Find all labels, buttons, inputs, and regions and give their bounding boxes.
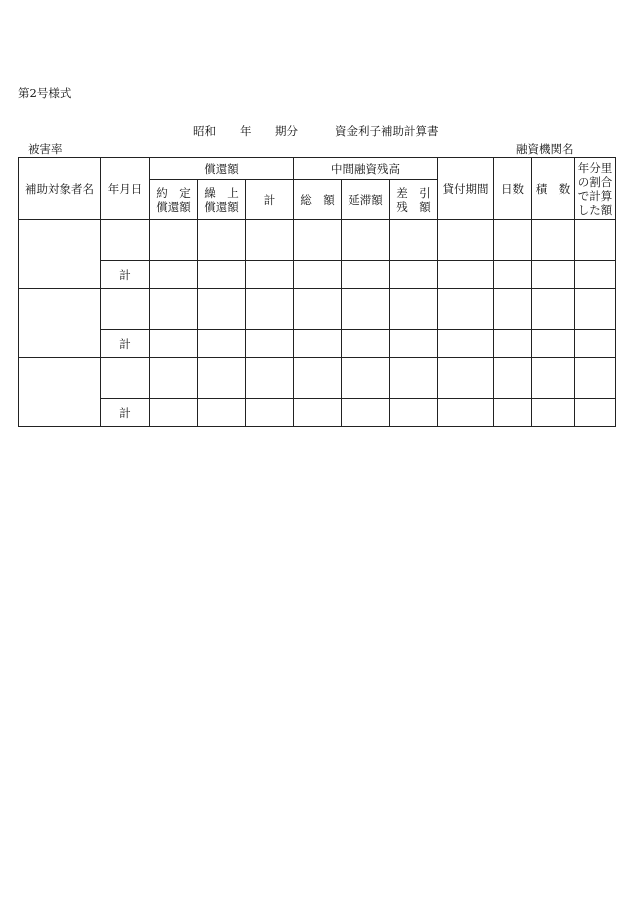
header-days: 日数 — [494, 158, 532, 220]
header-date: 年月日 — [101, 158, 150, 220]
entry-cell[interactable] — [342, 289, 390, 330]
subject-cell-2[interactable] — [19, 289, 101, 358]
total-cell[interactable] — [390, 399, 438, 427]
entry-cell[interactable] — [532, 358, 575, 399]
entry-cell[interactable] — [246, 220, 294, 261]
total-cell[interactable] — [575, 399, 616, 427]
total-cell[interactable] — [438, 261, 494, 289]
header-annual-line-1: 年分里 — [577, 160, 613, 175]
entry-cell[interactable] — [390, 220, 438, 261]
subject-cell-1[interactable] — [19, 220, 101, 289]
calculation-table — [18, 157, 616, 427]
entry-cell[interactable] — [342, 358, 390, 399]
header-contract-line-2: 償還額 — [156, 199, 191, 214]
header-contract-repayment — [150, 180, 198, 220]
date-cell[interactable] — [101, 358, 150, 399]
document-title: 資金利子補助計算書 — [335, 124, 439, 138]
header-interim-balance: 中間融資残高 — [294, 158, 438, 180]
entry-cell[interactable] — [150, 358, 198, 399]
header-early-line-1: 繰 上 — [204, 185, 239, 200]
total-cell[interactable] — [390, 330, 438, 358]
total-cell[interactable] — [246, 399, 294, 427]
header-annual-line-2: の割合 — [577, 174, 613, 189]
header-net-line-2: 残 額 — [396, 199, 431, 214]
total-cell[interactable] — [294, 330, 342, 358]
form-number: 第2号様式 — [18, 86, 72, 100]
entry-cell[interactable] — [438, 289, 494, 330]
entry-cell[interactable] — [198, 358, 246, 399]
total-cell[interactable] — [575, 261, 616, 289]
total-cell[interactable] — [390, 261, 438, 289]
entry-cell[interactable] — [532, 289, 575, 330]
total-cell[interactable] — [342, 330, 390, 358]
header-overdue-amount: 延滞額 — [342, 180, 390, 220]
entry-cell[interactable] — [438, 220, 494, 261]
entry-cell[interactable] — [198, 220, 246, 261]
institution-name-label: 融資機関名 — [516, 142, 574, 156]
entry-cell[interactable] — [390, 358, 438, 399]
entry-cell[interactable] — [575, 220, 616, 261]
total-cell[interactable] — [150, 261, 198, 289]
total-cell[interactable] — [532, 330, 575, 358]
entry-cell[interactable] — [294, 220, 342, 261]
header-repayment-total: 計 — [246, 180, 294, 220]
entry-cell[interactable] — [575, 358, 616, 399]
total-cell[interactable] — [198, 399, 246, 427]
header-early-repayment — [198, 180, 246, 220]
date-cell[interactable] — [101, 220, 150, 261]
entry-cell[interactable] — [494, 358, 532, 399]
total-cell[interactable] — [532, 261, 575, 289]
entry-cell[interactable] — [390, 289, 438, 330]
title-year: 年 — [240, 124, 252, 138]
total-cell[interactable] — [494, 330, 532, 358]
total-cell[interactable] — [294, 261, 342, 289]
entry-cell[interactable] — [575, 289, 616, 330]
header-net-balance — [390, 180, 438, 220]
entry-cell[interactable] — [438, 358, 494, 399]
header-annual-line-4: した額 — [577, 202, 613, 217]
header-net-line-1: 差 引 — [396, 185, 431, 200]
date-cell[interactable] — [101, 289, 150, 330]
subject-cell-3[interactable] — [19, 358, 101, 427]
total-cell[interactable] — [246, 261, 294, 289]
header-annual-line-3: で計算 — [577, 188, 613, 203]
total-cell[interactable] — [198, 330, 246, 358]
entry-cell[interactable] — [494, 289, 532, 330]
entry-cell[interactable] — [532, 220, 575, 261]
total-cell[interactable] — [342, 399, 390, 427]
total-cell[interactable] — [150, 399, 198, 427]
header-gross-amount: 総 額 — [294, 180, 342, 220]
header-product: 積 数 — [532, 158, 575, 220]
total-cell[interactable] — [294, 399, 342, 427]
header-subject-name: 補助対象者名 — [19, 158, 101, 220]
row-total-label: 計 — [101, 261, 150, 289]
total-cell[interactable] — [438, 399, 494, 427]
total-cell[interactable] — [198, 261, 246, 289]
entry-cell[interactable] — [294, 358, 342, 399]
entry-cell[interactable] — [150, 289, 198, 330]
entry-cell[interactable] — [150, 220, 198, 261]
total-cell[interactable] — [575, 330, 616, 358]
header-contract-line-1: 約 定 — [156, 185, 191, 200]
header-annual-amount — [575, 158, 616, 220]
row-total-label: 計 — [101, 330, 150, 358]
entry-cell[interactable] — [198, 289, 246, 330]
entry-cell[interactable] — [342, 220, 390, 261]
total-cell[interactable] — [246, 330, 294, 358]
header-loan-period: 貸付期間 — [438, 158, 494, 220]
total-cell[interactable] — [150, 330, 198, 358]
total-cell[interactable] — [494, 399, 532, 427]
entry-cell[interactable] — [294, 289, 342, 330]
entry-cell[interactable] — [246, 289, 294, 330]
title-period: 期分 — [275, 124, 298, 138]
row-total-label: 計 — [101, 399, 150, 427]
entry-cell[interactable] — [494, 220, 532, 261]
total-cell[interactable] — [494, 261, 532, 289]
total-cell[interactable] — [532, 399, 575, 427]
victim-rate-label: 被害率 — [28, 142, 63, 156]
entry-cell[interactable] — [246, 358, 294, 399]
title-era: 昭和 — [193, 124, 216, 138]
total-cell[interactable] — [438, 330, 494, 358]
total-cell[interactable] — [342, 261, 390, 289]
header-repayment-amount: 償還額 — [150, 158, 294, 180]
header-early-line-2: 償還額 — [204, 199, 239, 214]
